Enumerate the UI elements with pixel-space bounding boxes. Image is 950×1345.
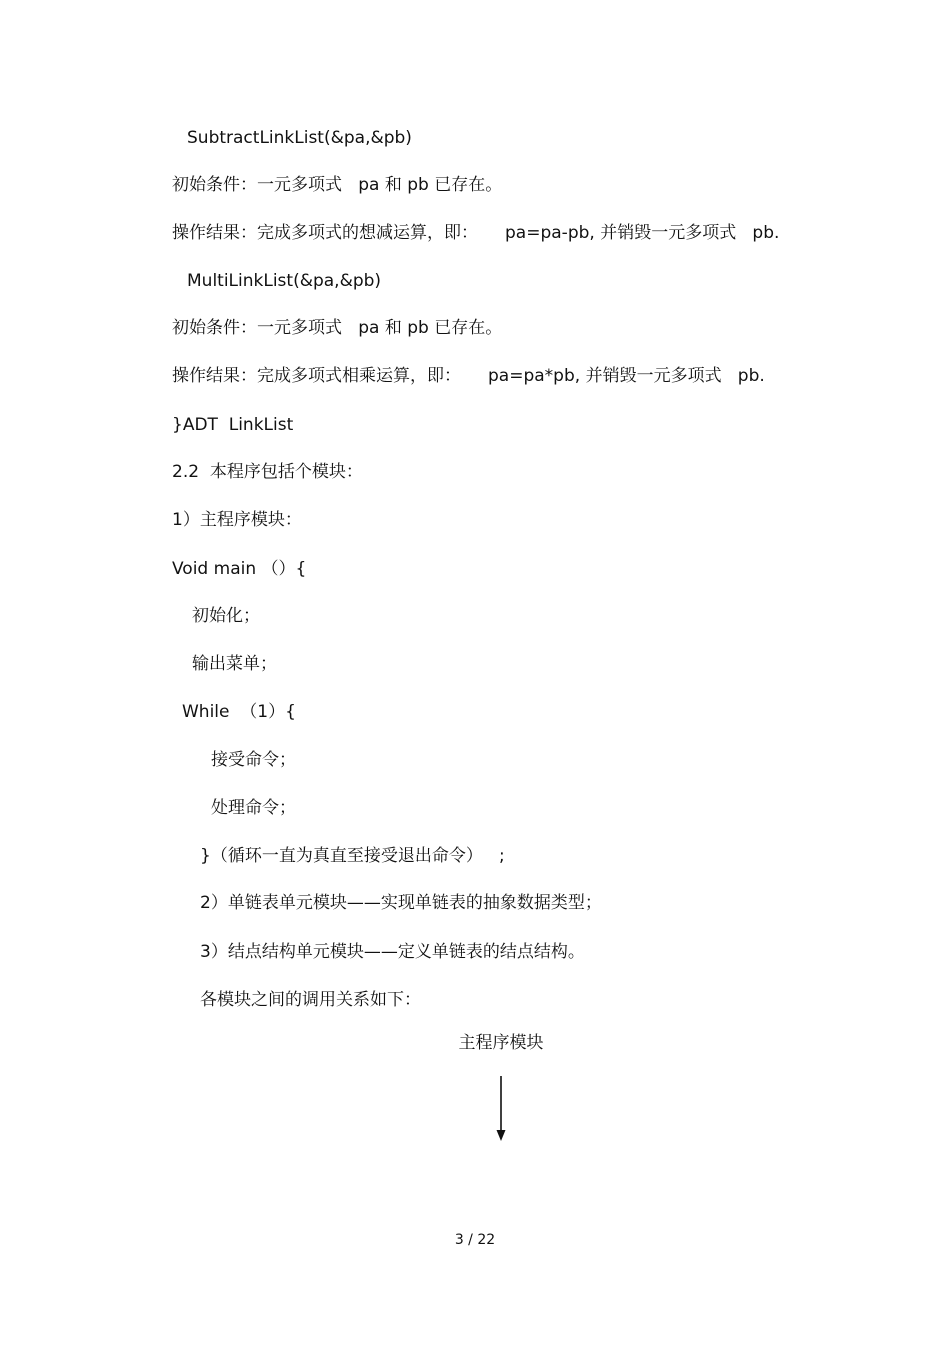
multi-precondition: 初始条件：一元多项式 pa 和 pb 已存在。 bbox=[172, 318, 503, 338]
init-step: 初始化； bbox=[192, 606, 260, 626]
subtract-result: 操作结果：完成多项式的想减运算，即： pa=pa-pb, 并销毁一元多项式 pb. bbox=[172, 223, 780, 243]
section-heading: 2.2 本程序包括个模块： bbox=[172, 462, 363, 482]
main-module-node: 主程序模块 bbox=[458, 1033, 544, 1053]
main-signature: Void main （）{ bbox=[172, 559, 307, 579]
call-relation: 各模块之间的调用关系如下： bbox=[200, 990, 421, 1010]
adt-end: }ADT LinkList bbox=[172, 415, 294, 435]
receive-command: 接受命令； bbox=[211, 750, 296, 770]
page-number: 3 / 22 bbox=[454, 1232, 496, 1248]
multi-result: 操作结果：完成多项式相乘运算，即： pa=pa*pb, 并销毁一元多项式 pb. bbox=[172, 366, 765, 386]
module-3: 3）结点结构单元模块——定义单链表的结点结构。 bbox=[200, 942, 585, 962]
menu-step: 输出菜单； bbox=[192, 654, 277, 674]
subtract-signature: SubtractLinkList(&pa,&pb) bbox=[187, 128, 412, 148]
subtract-precondition: 初始条件：一元多项式 pa 和 pb 已存在。 bbox=[172, 175, 503, 195]
module-2: 2）单链表单元模块——实现单链表的抽象数据类型； bbox=[200, 893, 602, 913]
loop-end: }（循环一直为真直至接受退出命令） ; bbox=[200, 846, 505, 866]
while-loop: While （1）{ bbox=[182, 702, 296, 722]
multi-signature: MultiLinkList(&pa,&pb) bbox=[187, 271, 382, 291]
down-arrow-icon bbox=[494, 1076, 508, 1142]
module-1-heading: 1）主程序模块： bbox=[172, 510, 302, 530]
process-command: 处理命令； bbox=[211, 798, 296, 818]
